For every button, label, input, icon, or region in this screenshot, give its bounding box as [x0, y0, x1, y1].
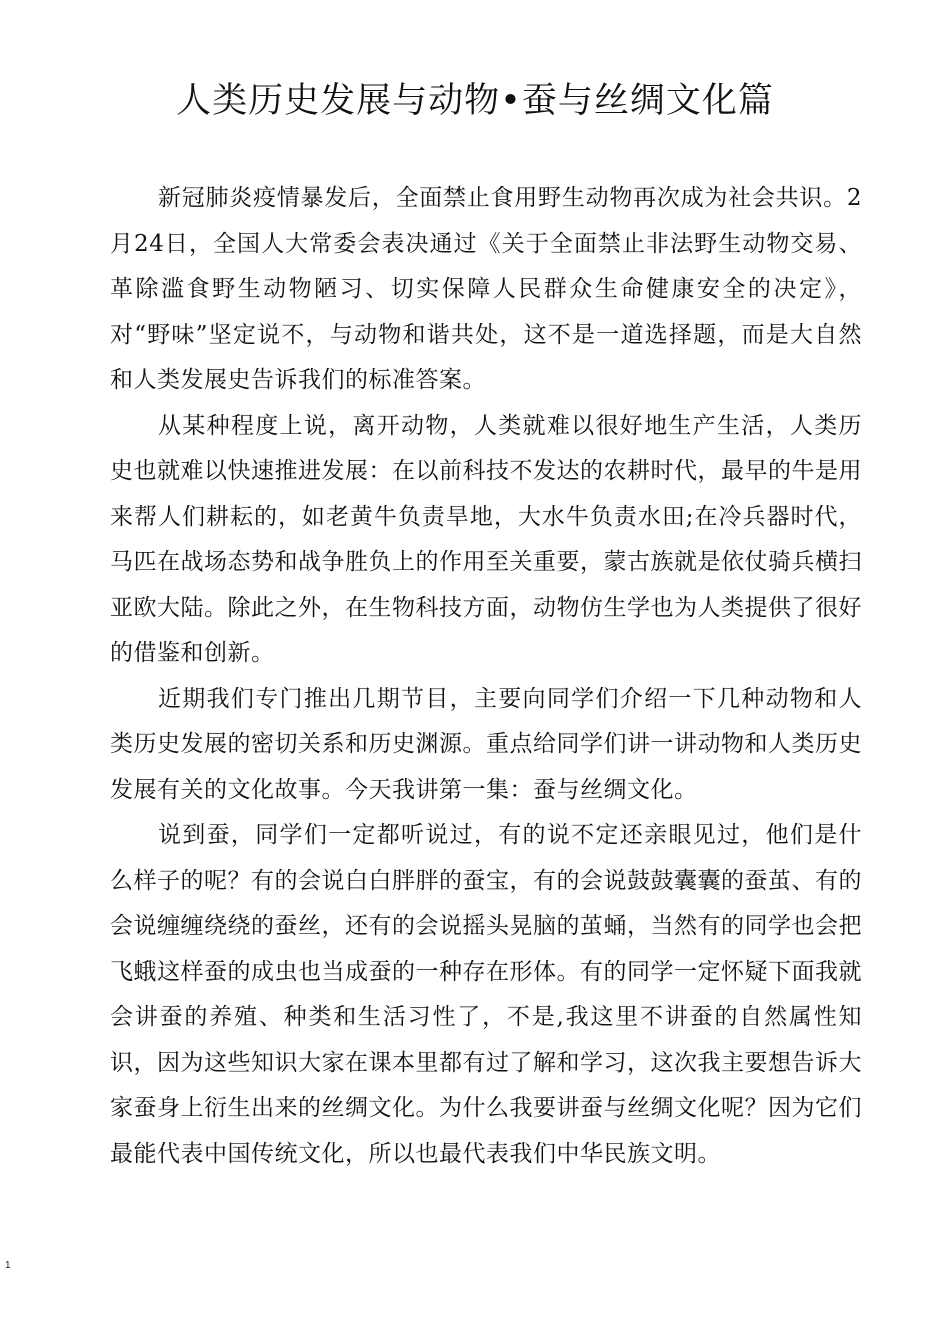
- document-body: [110, 176, 862, 1177]
- paragraph-3: 近期我们专门推出几期节目，主要向同学们介绍一下几种动物和人类历史发展的密切关系和历史渊源。重点给同学们讲一讲动物和人类历史发展有关的文化故事。今天我讲第一集：蚕与丝绸文化。: [110, 685, 862, 803]
- paragraph-1: 新冠肺炎疫情暴发后，全面禁止食用野生动物再次成为社会共识。2月24日，全国人大常委会表决通过《关于全面禁止非法野生动物交易、革除滥食野生动物陋习、切实保障人民群众生命健康安全的决定》，对“野味”坚定说不，与动物和谐共处，这不是一道选择题，而是大自然和人类发展史告诉我们的标准答案。: [110, 185, 862, 393]
- page-number: 1: [5, 1260, 11, 1271]
- document-title: 人类历史发展与动物•蚕与丝绸文化篇: [176, 81, 774, 121]
- paragraph-4: 说到蚕，同学们一定都听说过，有的说不定还亲眼见过，他们是什么样子的呢？有的会说白白胖胖的蚕宝，有的会说鼓鼓囊囊的蚕茧、有的会说缠缠绕绕的蚕丝，还有的会说摇头晃脑的茧蛹，当然有的同学也会把飞蛾这样蚕的成虫也当成蚕的一种存在形体。有的同学一定怀疑下面我就会讲蚕的养殖、种类和生活习性了，不是,我这里不讲蚕的自然属性知识，因为这些知识大家在课本里都有过了解和学习，这次我主要想告诉大家蚕身上衍生出来的丝绸文化。为什么我要讲蚕与丝绸文化呢？因为它们最能代表中国传统文化，所以也最代表我们中华民族文明。: [110, 822, 862, 1167]
- paragraph-2: 从某种程度上说，离开动物，人类就难以很好地生产生活，人类历史也就难以快速推进发展：在以前科技不发达的农耕时代，最早的牛是用来帮人们耕耘的，如老黄牛负责旱地，大水牛负责水田;在冷兵器时代，马匹在战场态势和战争胜负上的作用至关重要，蒙古族就是依仗骑兵横扫亚欧大陆。除此之外，在生物科技方面，动物仿生学也为人类提供了很好的借鉴和创新。: [110, 412, 862, 666]
